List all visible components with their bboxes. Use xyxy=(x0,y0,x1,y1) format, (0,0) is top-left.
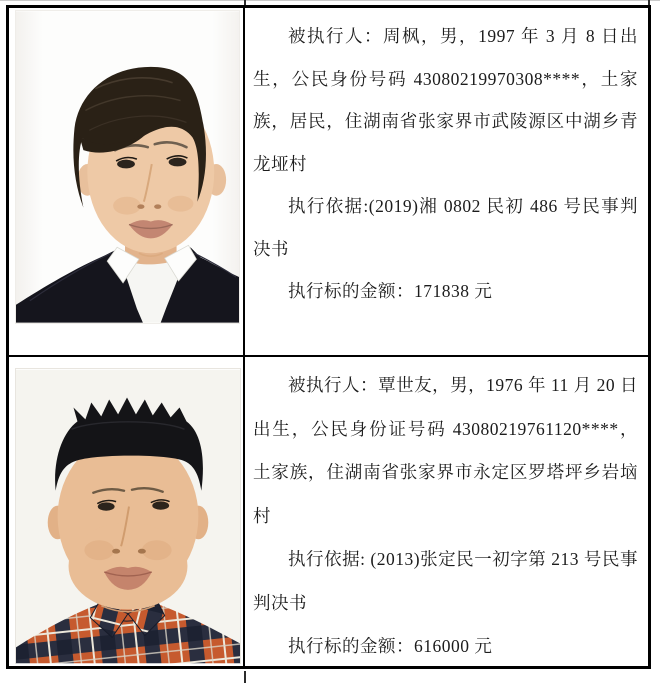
text-cell-row2 xyxy=(245,357,648,666)
portrait-man-suit xyxy=(16,11,239,323)
portrait-man-plaid-shirt xyxy=(16,369,240,664)
text-cell-row1 xyxy=(245,8,648,357)
paragraph-enforcement-amount-row2: 执行标的金额：616000 元 xyxy=(288,636,493,656)
photo-cell-row2 xyxy=(9,357,245,666)
cropped-row-top-edge xyxy=(0,0,660,1)
debtor-table xyxy=(6,5,651,669)
paragraph-enforcement-amount-row1: 执行标的金额：171838 元 xyxy=(288,281,493,301)
paragraph-person-info-row2: 被执行人：覃世友，男，1976 年 11 月 20 日出生，公民身份证号码 43080219761120****，土家族，住湖南省张家界市永定区罗塔坪乡岩垴村 xyxy=(253,375,638,526)
column-divider-sliver-bottom xyxy=(244,671,246,683)
paragraph-person-info-row1: 被执行人：周枫，男，1997 年 3 月 8 日出生，公民身份号码 43080219970308****，土家族，居民，住湖南省张家界市武陵源区中湖乡青龙垭村 xyxy=(253,26,638,174)
photo-cell-row1 xyxy=(9,8,245,357)
paragraph-enforcement-basis-row1: 执行依据:(2019)湘 0802 民初 486 号民事判决书 xyxy=(253,196,638,259)
id-photo-row1 xyxy=(15,10,240,324)
paragraph-enforcement-basis-row2: 执行依据: (2013)张定民一初字第 213 号民事判决书 xyxy=(253,549,638,613)
id-photo-row2 xyxy=(15,368,241,664)
